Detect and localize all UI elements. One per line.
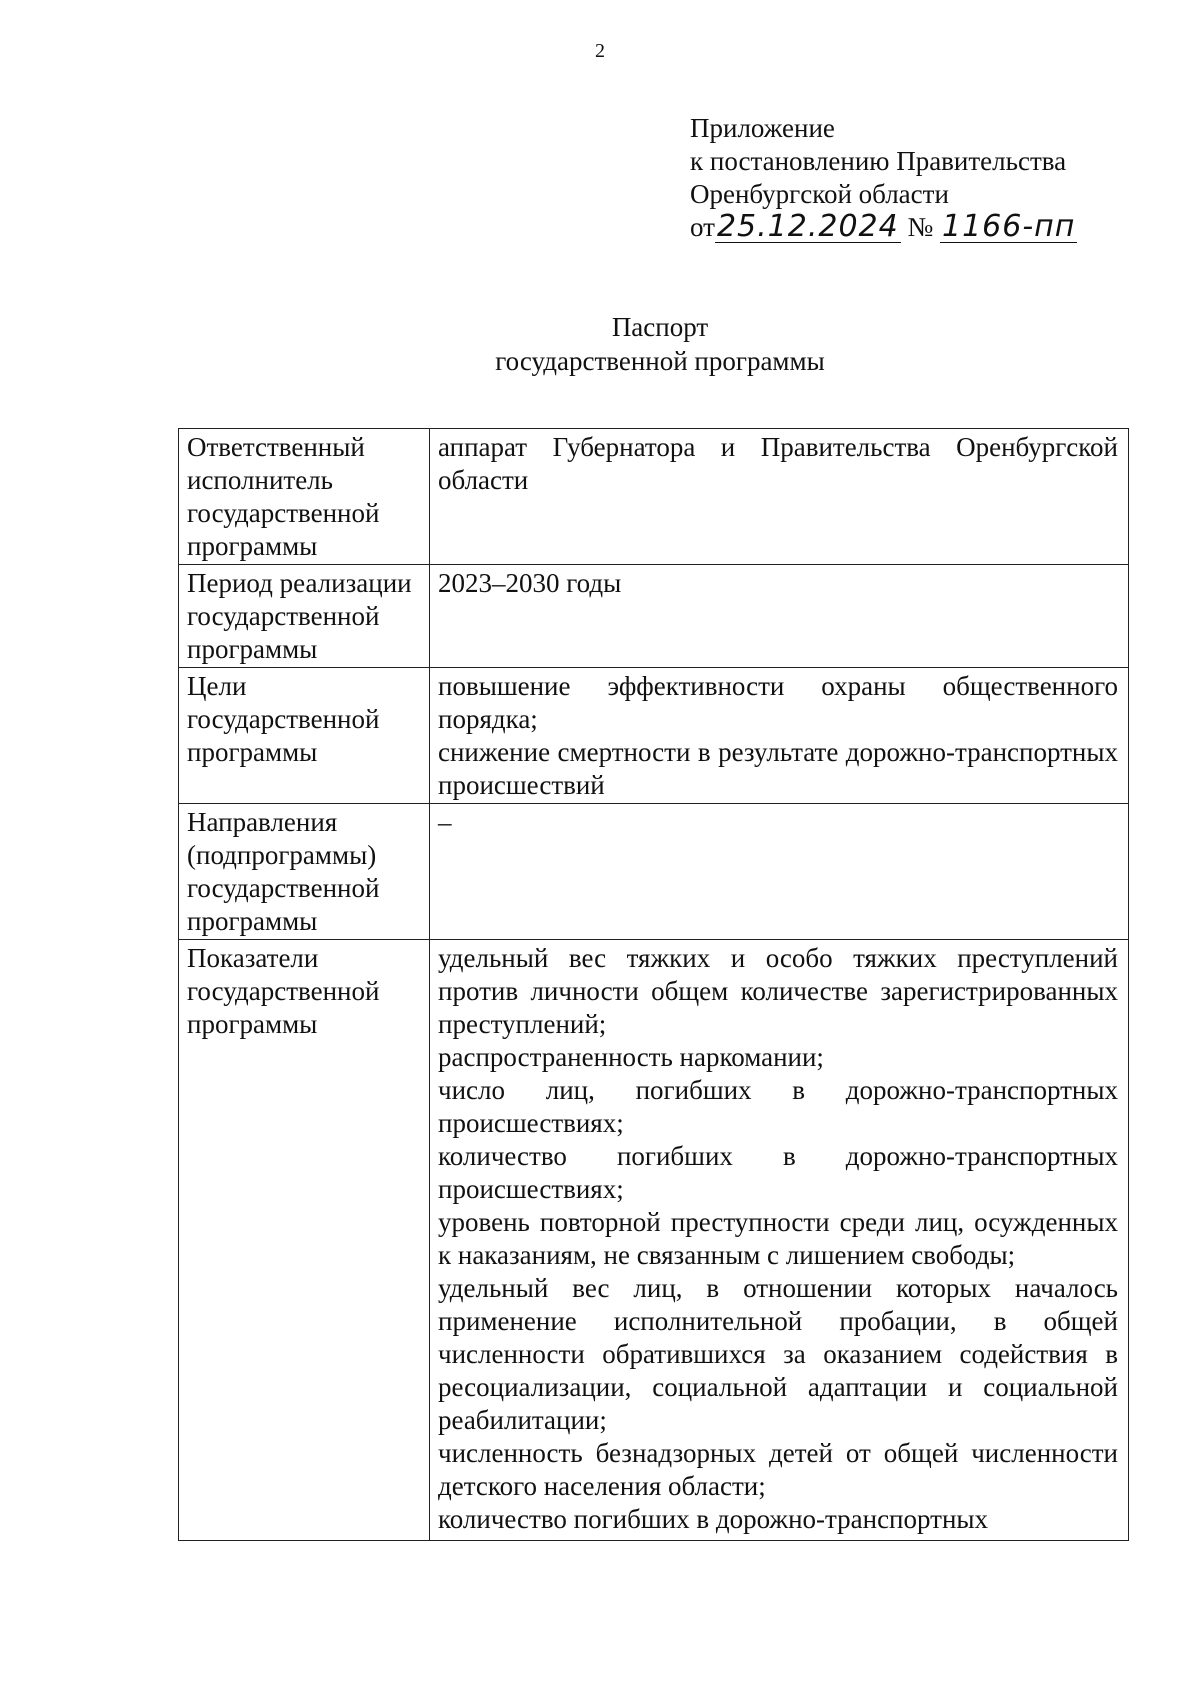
- row-value: [430, 565, 1129, 668]
- row-value: [430, 429, 1129, 565]
- row-value: [430, 804, 1129, 940]
- appendix-region: Оренбургской области: [690, 179, 949, 209]
- value-item: распространенность наркомании;: [438, 1042, 824, 1072]
- table-row-directions: [179, 804, 1129, 940]
- title-line-1: Паспорт: [611, 312, 709, 342]
- table-row-implementation-period: [179, 565, 1129, 668]
- document-title: [0, 310, 1200, 378]
- row-value: [430, 668, 1129, 804]
- appendix-date-line: [690, 211, 1077, 244]
- value-item: удельный вес лиц, в отношении которых началось применение исполнительной пробации, в общей численности обратившихся за оказанием содействия в ресоциализации, социальной адаптации и социальной реабилитации;: [438, 1273, 1118, 1435]
- table-row-goals: [179, 668, 1129, 804]
- handwritten-number: 1166-пп: [942, 209, 1076, 244]
- value-item: количество погибших в дорожно-транспортных: [438, 1504, 989, 1534]
- appendix-resolution: к постановлению Правительства: [690, 146, 1067, 176]
- value-item: удельный вес тяжких и особо тяжких преступлений против личности общем количестве зарегистрированных преступлений;: [438, 943, 1118, 1039]
- value-item: число лиц, погибших в дорожно-транспортных происшествиях;: [438, 1075, 1118, 1138]
- appendix-block: [690, 112, 1077, 244]
- number-sign: №: [907, 212, 934, 242]
- table-row-responsible-executor: [179, 429, 1129, 565]
- value-item: аппарат Губернатора и Правительства Оренбургской области: [438, 432, 1118, 495]
- row-label: Цели государственной программы: [179, 668, 430, 804]
- value-item: 2023–2030 годы: [438, 568, 622, 598]
- title-line-2: государственной программы: [495, 346, 825, 376]
- value-item: повышение эффективности охраны общественного порядка;: [438, 671, 1118, 734]
- value-item: снижение смертности в результате дорожно-транспортных происшествий: [438, 737, 1118, 800]
- value-item: уровень повторной преступности среди лиц, осужденных к наказаниям, не связанным с лишением свободы;: [438, 1207, 1118, 1270]
- row-label: Период реализации государственной программы: [179, 565, 430, 668]
- row-value: [430, 940, 1129, 1541]
- page-number: 2: [595, 40, 605, 62]
- value-item: количество погибших в дорожно-транспортных происшествиях;: [438, 1141, 1118, 1204]
- value-item: численность безнадзорных детей от общей численности детского населения области;: [438, 1438, 1118, 1501]
- appendix-title: Приложение: [690, 113, 835, 143]
- row-label: Направления (подпрограммы) государственной программы: [179, 804, 430, 940]
- row-label: Показатели государственной программы: [179, 940, 430, 1541]
- row-label: Ответственный исполнитель государственной программы: [179, 429, 430, 565]
- passport-table: [178, 428, 1129, 1541]
- handwritten-date: 25.12.2024: [716, 209, 899, 244]
- value-item: –: [438, 807, 452, 837]
- table-row-indicators: [179, 940, 1129, 1541]
- date-prefix: от: [690, 212, 715, 242]
